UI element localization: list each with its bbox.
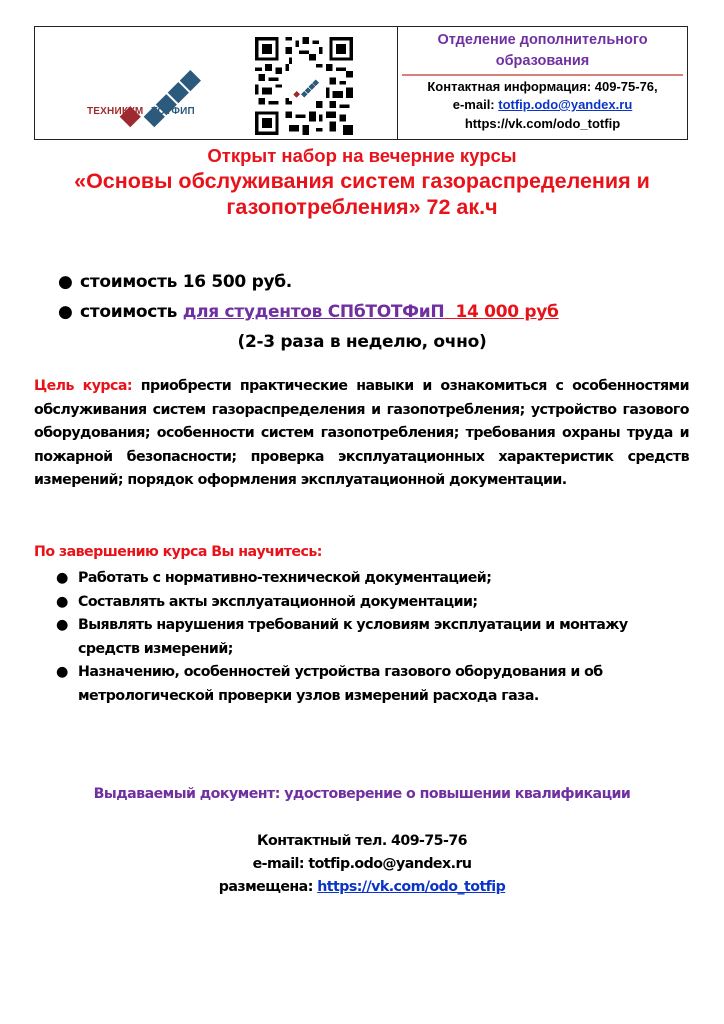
header-phone: Контактная информация: 409-75-76, [427,78,658,94]
header-email-line [398,96,687,115]
list-item [56,567,686,591]
header-table [34,26,688,140]
list-item-text: Выявлять нарушения требований к условиям эксплуатации и монтажу средств измерений; [78,617,628,657]
bullet-icon: ● [58,302,73,322]
bullet-icon: ● [56,664,68,680]
list-item [56,591,686,615]
price-students-prefix: стоимость [80,302,183,322]
course-goal-label: Цель курса: [34,378,133,394]
course-title-line-1: «Основы обслуживания систем газораспределения и [74,169,650,193]
footer-vk-link[interactable]: https://vk.com/odo_totfip [317,879,506,895]
list-item-text: Составлять акты эксплуатационной документации; [78,593,478,610]
price-students-amount: 14 000 руб [444,302,559,322]
header-contact-cell [398,27,687,139]
footer-posted-label: размещена: [218,879,318,895]
logo-text-technikum: ТЕХНИКУМ [87,106,144,117]
price-item-regular [58,272,698,302]
department-line-1: Отделение дополнительного [437,32,648,48]
header-vk-link: https://vk.com/odo_totfip [464,115,621,131]
schedule-text: (2-3 раза в неделю, очно) [237,332,487,352]
list-item [56,661,686,708]
price-regular-text: стоимость 16 500 руб. [80,272,292,292]
header-logo-cell [35,27,398,139]
bullet-icon: ● [56,570,68,586]
bullet-icon: ● [56,593,68,610]
department-name [398,30,687,72]
footer-posted [0,876,724,899]
header-email-label: e-mail: [452,97,499,112]
learn-heading: По завершению курса Вы научитесь: [34,544,322,560]
footer-phone: Контактный тел. 409-75-76 [256,833,467,849]
course-goal-text: приобрести практические навыки и ознакомиться с особенностями обслуживания систем газораспределения и газопотребления; устройство газового оборудования; особенности систем газопотребления; требования охраны труда и пожарной безопасности; проверка эксплуатационных характеристик средств измерений; порядок оформления эксплуатационной документации. [34,378,689,488]
department-line-2: образования [495,53,590,69]
footer-email: e-mail: totfip.odo@yandex.ru [252,856,472,872]
course-title-line-2: газопотребления» 72 ак.ч [226,195,498,219]
course-goal [34,375,689,493]
list-item-text: Назначению, особенностей устройства газового оборудования и об метрологической проверки узлов измерений расхода газа. [78,664,603,704]
list-item [56,614,686,661]
issued-document: Выдаваемый документ: удостоверение о повышении квалификации [93,786,631,802]
price-list [58,272,698,332]
footer-contacts [0,830,724,899]
title-announcement: Открыт набор на вечерние курсы [207,145,517,166]
course-title [0,168,724,220]
list-item-text: Работать с нормативно-технической документацией; [78,570,492,586]
logo-caption [87,106,195,117]
header-email-link[interactable]: totfip.odo@yandex.ru [498,97,633,112]
header-divider [402,74,683,76]
learn-list [56,567,686,708]
qr-code-icon[interactable] [255,37,353,135]
price-item-students [58,302,698,332]
bullet-icon: ● [58,272,73,292]
bullet-icon: ● [56,617,68,633]
price-students-label: для студентов СПбТОТФиП [182,302,445,322]
technikum-logo-icon [95,37,215,137]
logo-text-totfip: ТОТФИП [151,106,195,117]
